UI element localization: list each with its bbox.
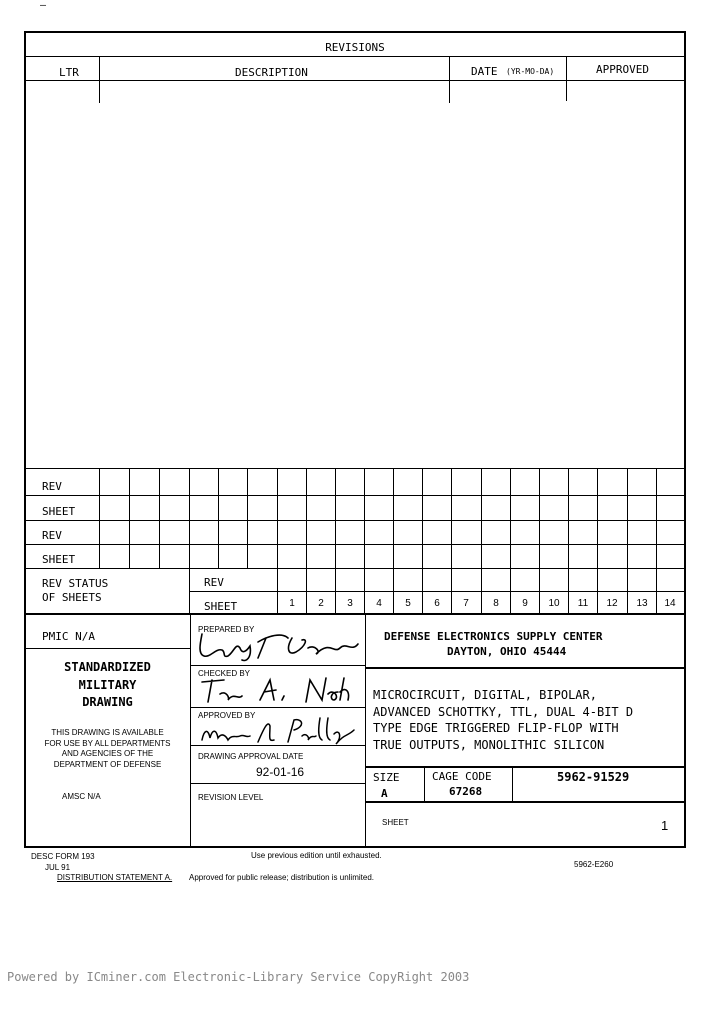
prepared-by-label: PREPARED BY bbox=[198, 625, 255, 634]
sheet-number: 14 bbox=[664, 598, 676, 609]
sheet-number: 5 bbox=[405, 598, 411, 609]
revisions-title: REVISIONS bbox=[325, 41, 385, 54]
distribution-text: Approved for public release; distribution is unlimited. bbox=[189, 873, 374, 882]
title-line: MICROCIRCUIT, DIGITAL, BIPOLAR, bbox=[373, 688, 597, 702]
of-sheets-label: OF SHEETS bbox=[42, 591, 102, 604]
previous-edition-note: Use previous edition until exhausted. bbox=[251, 851, 382, 860]
approved-by-signature bbox=[198, 712, 358, 746]
form-number: DESC FORM 193 bbox=[31, 852, 95, 861]
size-label: SIZE bbox=[373, 771, 400, 784]
checked-by-label: CHECKED BY bbox=[198, 669, 251, 678]
col-date-format: (YR-MO-DA) bbox=[506, 67, 555, 76]
rev-label-2: REV bbox=[42, 529, 62, 542]
sheet-number: 10 bbox=[548, 598, 560, 609]
sheet-number: 4 bbox=[376, 598, 382, 609]
cage-code-label: CAGE CODE bbox=[432, 770, 492, 783]
sheet-label-2: SHEET bbox=[42, 553, 76, 566]
rev-label-1: REV bbox=[42, 480, 62, 493]
revision-level-label: REVISION LEVEL bbox=[198, 793, 264, 802]
rev-label-3: REV bbox=[204, 576, 224, 589]
supply-center-address: DAYTON, OHIO 45444 bbox=[447, 645, 567, 658]
powered-by: Powered by ICminer.com Electronic-Library Service CopyRight 2003 bbox=[7, 970, 470, 984]
standardized: STANDARDIZED bbox=[64, 660, 151, 674]
availability-line: THIS DRAWING IS AVAILABLE bbox=[51, 728, 164, 737]
col-date: DATE bbox=[471, 65, 498, 78]
sheet-label: SHEET bbox=[382, 818, 409, 827]
rev-status-label: REV STATUS bbox=[42, 577, 109, 590]
sheet-number: 11 bbox=[577, 598, 589, 609]
availability-line: FOR USE BY ALL DEPARTMENTS bbox=[44, 739, 171, 748]
sheet-number: 8 bbox=[493, 598, 499, 609]
form-code: 5962-E260 bbox=[574, 860, 614, 869]
availability-line: DEPARTMENT OF DEFENSE bbox=[53, 760, 162, 769]
col-ltr: LTR bbox=[59, 66, 79, 79]
drawing: DRAWING bbox=[82, 695, 133, 709]
sheet-value: 1 bbox=[661, 818, 669, 833]
military: MILITARY bbox=[78, 678, 137, 692]
sheet-number: 1 bbox=[289, 598, 295, 609]
document-number: 5962-91529 bbox=[557, 770, 630, 784]
title-line: ADVANCED SCHOTTKY, TTL, DUAL 4-BIT D bbox=[373, 705, 634, 719]
col-approved: APPROVED bbox=[596, 63, 649, 76]
sheet-label-3: SHEET bbox=[204, 600, 238, 613]
sheet-number: 13 bbox=[636, 598, 648, 609]
sheet-number: 12 bbox=[606, 598, 618, 609]
sheet-number: 9 bbox=[522, 598, 528, 609]
availability-line: AND AGENCIES OF THE bbox=[61, 749, 154, 758]
pmic: PMIC N/A bbox=[42, 630, 95, 643]
form-date: JUL 91 bbox=[45, 863, 71, 872]
amsc: AMSC N/A bbox=[62, 792, 101, 801]
prepared-by-signature bbox=[196, 628, 364, 664]
sheet-number: 2 bbox=[318, 598, 324, 609]
distribution-label: DISTRIBUTION STATEMENT A. bbox=[57, 873, 173, 882]
sheet-number: 7 bbox=[463, 598, 469, 609]
title-line: TYPE EDGE TRIGGERED FLIP-FLOP WITH bbox=[373, 721, 619, 735]
top-mark: — bbox=[40, 0, 47, 11]
sheet-label-1: SHEET bbox=[42, 505, 76, 518]
cage-code-value: 67268 bbox=[449, 785, 483, 798]
approval-date-label: DRAWING APPROVAL DATE bbox=[198, 752, 304, 761]
col-description: DESCRIPTION bbox=[235, 66, 308, 79]
sheet-number: 6 bbox=[434, 598, 440, 609]
sheet-number: 3 bbox=[347, 598, 353, 609]
checked-by-signature bbox=[198, 672, 358, 706]
supply-center: DEFENSE ELECTRONICS SUPPLY CENTER bbox=[384, 630, 603, 643]
title-line: TRUE OUTPUTS, MONOLITHIC SILICON bbox=[373, 738, 605, 752]
approved-by-label: APPROVED BY bbox=[198, 711, 256, 720]
size-value: A bbox=[381, 787, 388, 800]
approval-date: 92-01-16 bbox=[256, 765, 305, 779]
